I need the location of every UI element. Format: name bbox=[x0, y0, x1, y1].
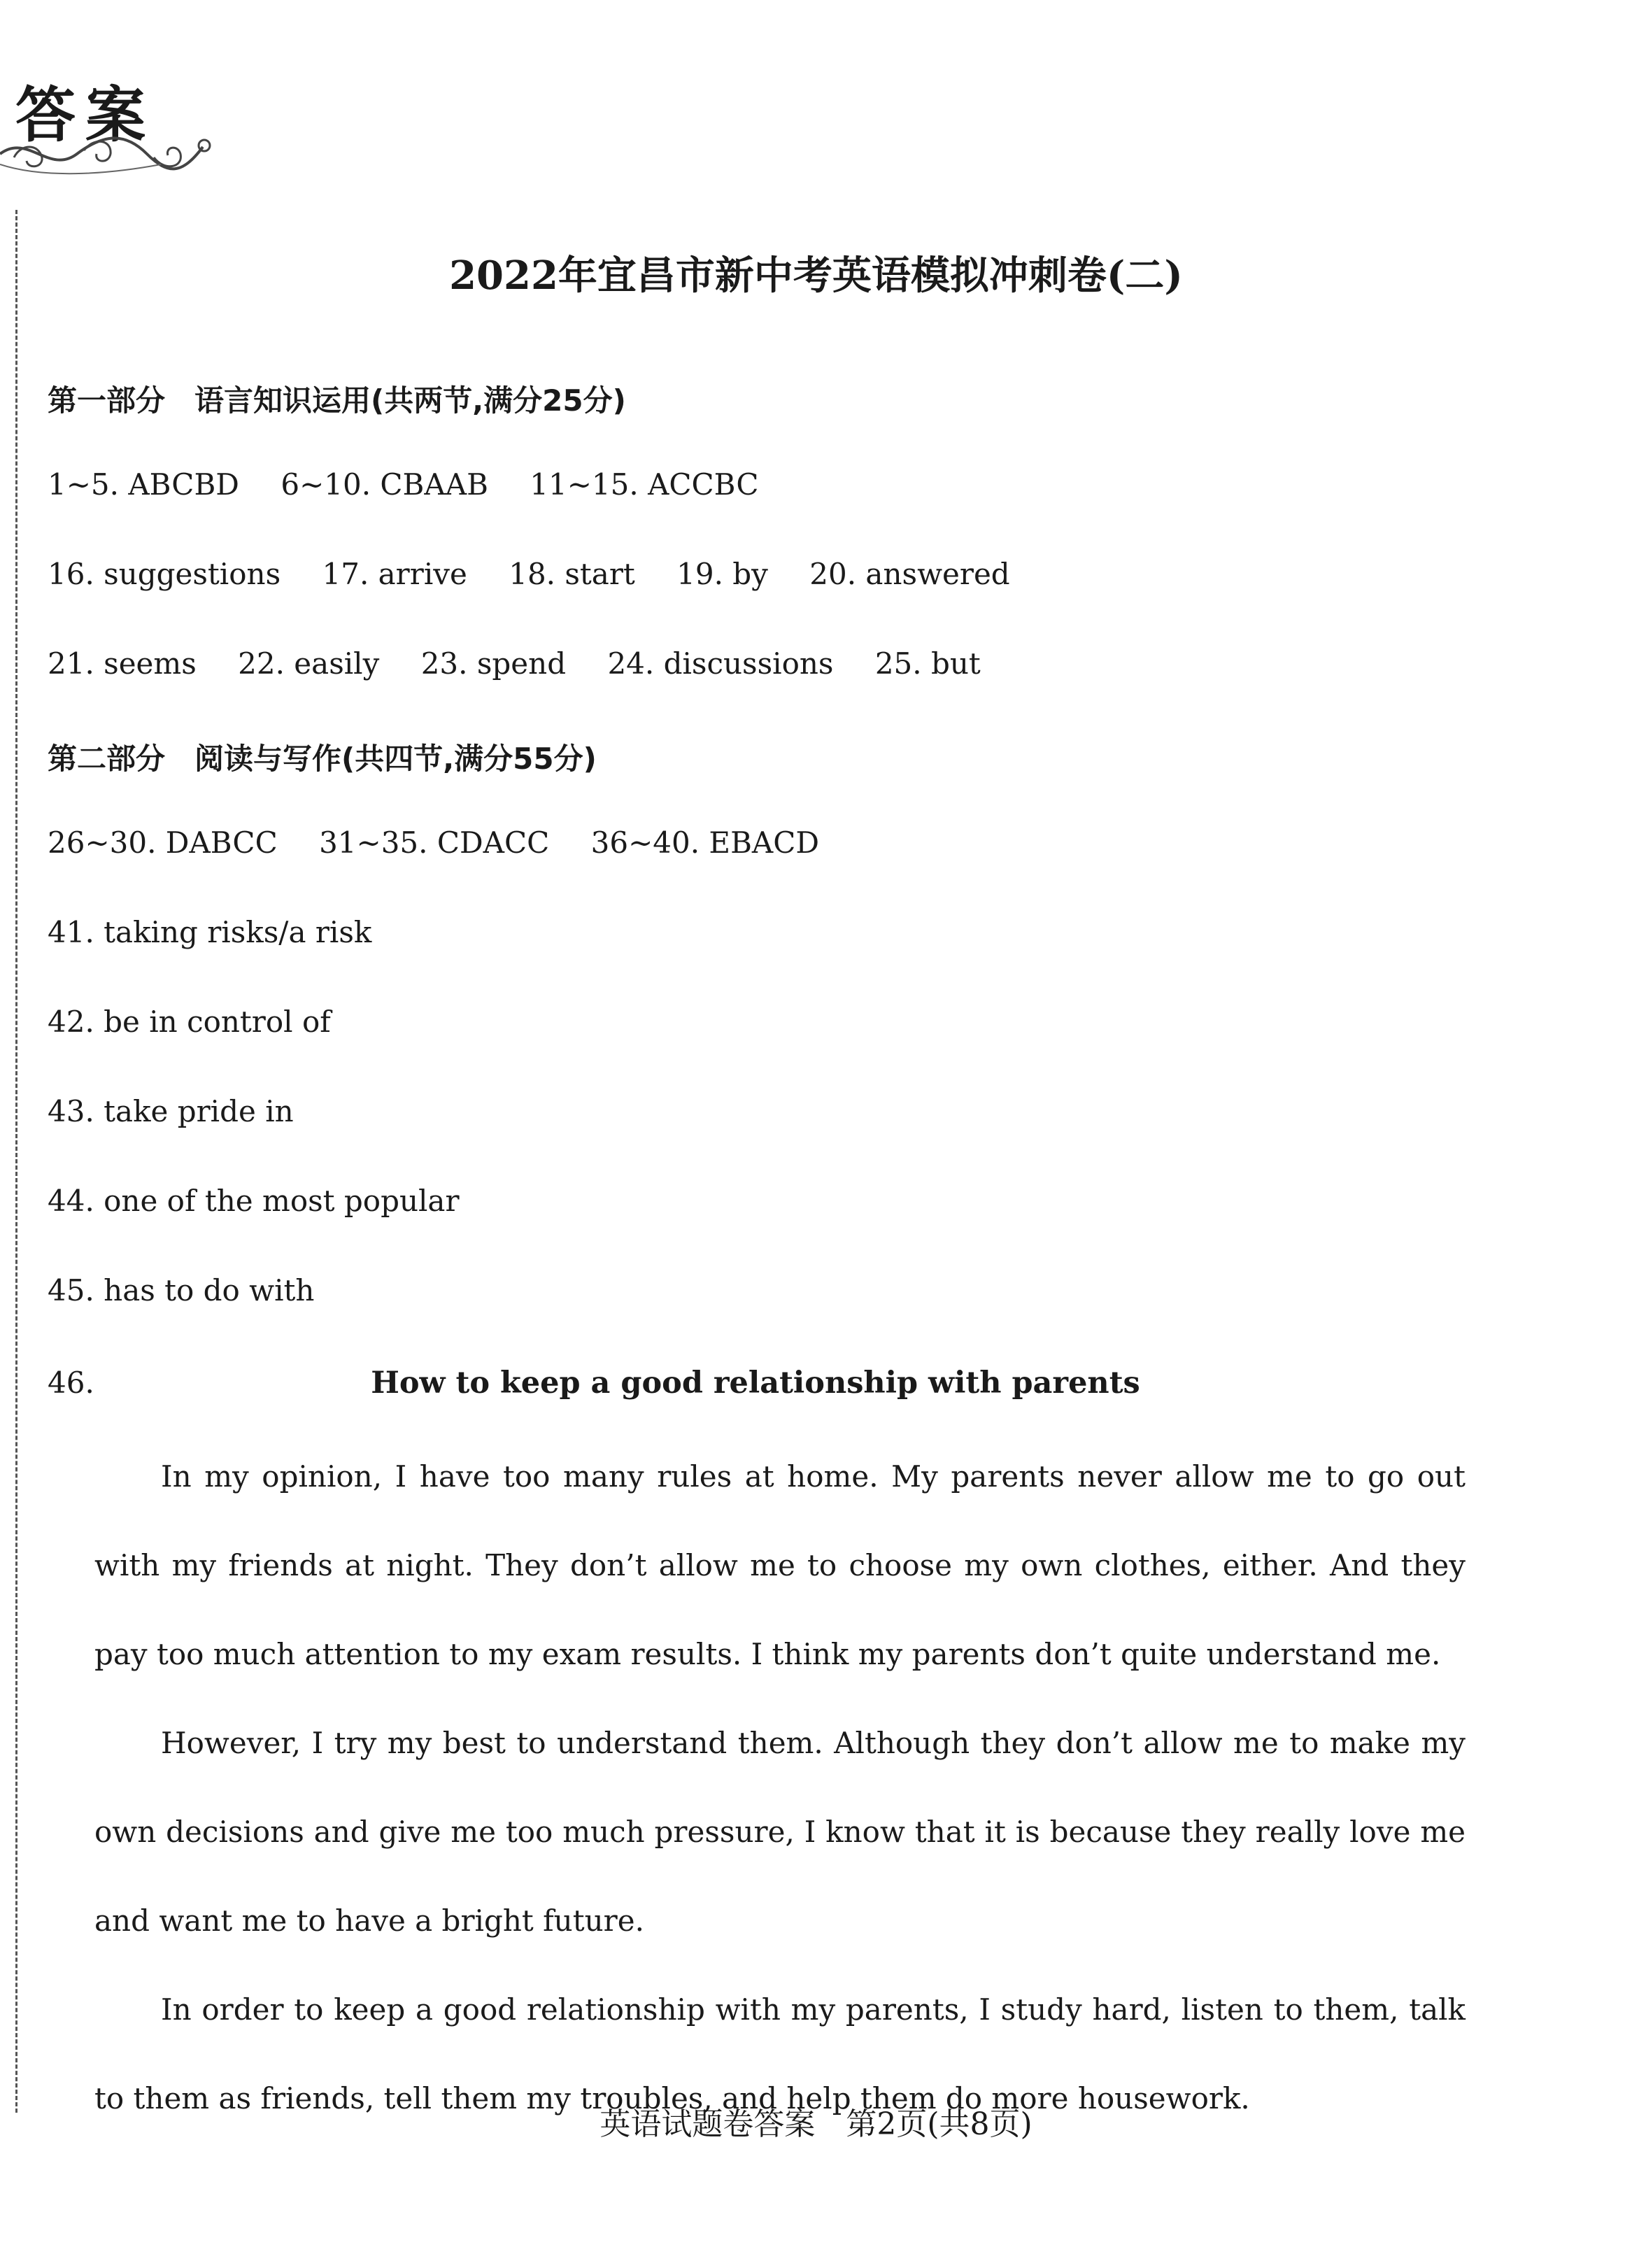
corner-title: 答案 bbox=[15, 80, 155, 150]
part1-heading: 第一部分 语言知识运用(共两节,满分25分) bbox=[48, 383, 626, 418]
answer-item: 20. answered bbox=[809, 557, 1010, 591]
answer-item: 22. easily bbox=[238, 646, 380, 681]
answer-41: 41. taking risks/a risk bbox=[48, 915, 372, 949]
part2-heading: 第二部分 阅读与写作(共四节,满分55分) bbox=[48, 742, 597, 776]
document-title: 2022年宜昌市新中考英语模拟冲刺卷(二) bbox=[449, 253, 1183, 299]
answer-line-1-15 bbox=[48, 467, 758, 502]
answer-group: 31~35. CDACC bbox=[319, 825, 550, 860]
answer-44: 44. one of the most popular bbox=[48, 1184, 460, 1218]
answer-42: 42. be in control of bbox=[48, 1005, 331, 1039]
essay-paragraph-3: In order to keep a good relationship with my parents, I study hard, listen to them, talk to them as friends, tell them my troubles, and help them do more housework. bbox=[94, 1992, 1466, 2115]
essay-number: 46. bbox=[48, 1366, 94, 1400]
answer-group: 36~40. EBACD bbox=[590, 825, 820, 860]
answer-line-21-25 bbox=[48, 646, 981, 681]
answer-item: 19. by bbox=[676, 557, 768, 591]
answer-item: 23. spend bbox=[420, 646, 567, 681]
answer-item: 16. suggestions bbox=[48, 557, 281, 591]
answer-item: 17. arrive bbox=[322, 557, 467, 591]
essay-paragraph-2: However, I try my best to understand them. Although they don’t allow me to make my own decisions and give me too much pressure, I know that it is because they really love me and want me to have a bright future. bbox=[94, 1726, 1466, 1938]
answer-item: 18. start bbox=[509, 557, 635, 591]
answer-line-26-40 bbox=[48, 825, 819, 860]
answer-45: 45. has to do with bbox=[48, 1273, 315, 1307]
floral-ornament-icon bbox=[0, 126, 217, 182]
answer-group: 11~15. ACCBC bbox=[530, 467, 759, 502]
answer-item: 25. but bbox=[874, 646, 981, 681]
answer-line-16-20 bbox=[48, 557, 1010, 591]
essay-title: How to keep a good relationship with parents bbox=[371, 1366, 1140, 1401]
binding-dashed-line bbox=[15, 210, 17, 2113]
essay-paragraph-1: In my opinion, I have too many rules at home. My parents never allow me to go out with my friends at night. They don’t allow me to choose my own clothes, either. And they pay too much attention to my exam results. I think my parents don’t quite understand me. bbox=[94, 1459, 1466, 1671]
answer-43: 43. take pride in bbox=[48, 1094, 294, 1128]
answer-group: 1~5. ABCBD bbox=[48, 467, 239, 502]
answer-group: 6~10. CBAAB bbox=[281, 467, 488, 502]
answer-item: 21. seems bbox=[48, 646, 197, 681]
page-footer: 英语试题卷答案 第2页(共8页) bbox=[599, 2106, 1033, 2142]
answer-group: 26~30. DABCC bbox=[48, 825, 278, 860]
answer-item: 24. discussions bbox=[607, 646, 834, 681]
